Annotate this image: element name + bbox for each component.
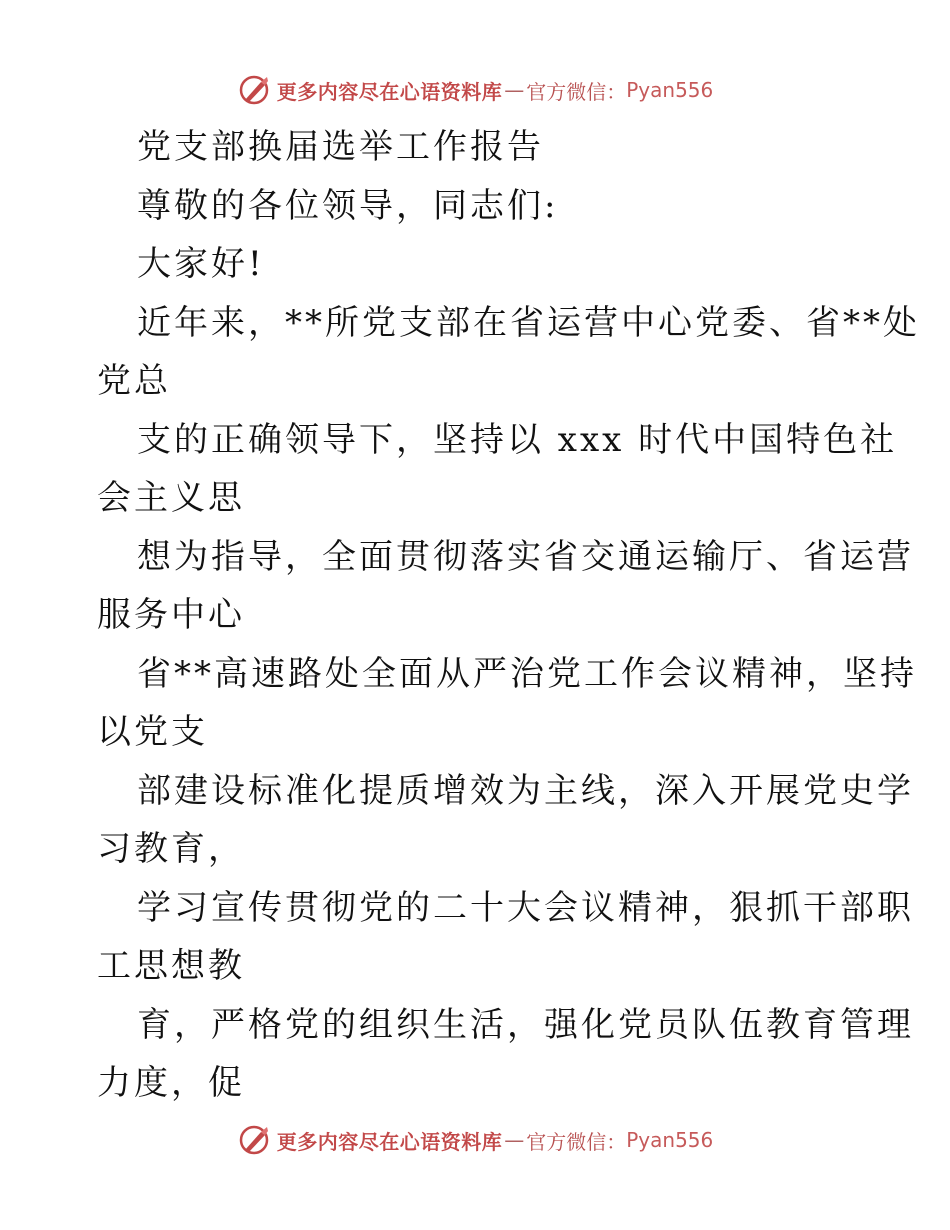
document-line: 会主义思: [97, 478, 245, 518]
watermark-wechat-id: Pyan556: [626, 78, 714, 102]
watermark-dash: —: [504, 78, 525, 102]
document-line: 服务中心: [97, 595, 245, 635]
watermark-dash: —: [504, 1128, 525, 1152]
document-line: 学习宣传贯彻党的二十大会议精神，狠抓干部职: [137, 887, 914, 928]
document-line: 大家好!: [137, 244, 265, 284]
quill-pen-logo-icon: [237, 73, 271, 107]
document-line: 省**高速路处全面从严治党工作会议精神，坚持: [137, 653, 917, 694]
document-line: 想为指导，全面贯彻落实省交通运输厅、省运营: [137, 536, 914, 577]
document-line: 党支部换届选举工作报告: [137, 127, 544, 167]
watermark-site-text: 更多内容尽在心语资料库: [276, 79, 503, 104]
document-line: 以党支: [97, 712, 208, 752]
watermark-wechat-id: Pyan556: [626, 1128, 714, 1152]
watermark-site-text: 更多内容尽在心语资料库: [276, 1129, 503, 1154]
document-body: [97, 118, 920, 1113]
document-line: 近年来，**所党支部在省运营中心党委、省**处: [137, 302, 920, 343]
watermark-wechat-label: 官方微信：: [526, 79, 627, 104]
document-line: 习教育，: [97, 829, 245, 869]
document-line: 党总: [97, 361, 171, 401]
document-line: 尊敬的各位领导，同志们:: [137, 185, 559, 226]
document-line: 力度，促: [97, 1063, 245, 1103]
document-line: 部建设标准化提质增效为主线，深入开展党史学: [137, 770, 914, 811]
document-line: 工思想教: [97, 946, 245, 986]
document-line: 支的正确领导下，坚持以 xxx 时代中国特色社: [137, 419, 898, 460]
quill-pen-logo-icon: [237, 1123, 271, 1157]
footer-watermark: [0, 1120, 950, 1160]
header-watermark: [0, 70, 950, 110]
watermark-wechat-label: 官方微信：: [526, 1129, 627, 1154]
document-line: 育，严格党的组织生活，强化党员队伍教育管理: [137, 1004, 914, 1045]
